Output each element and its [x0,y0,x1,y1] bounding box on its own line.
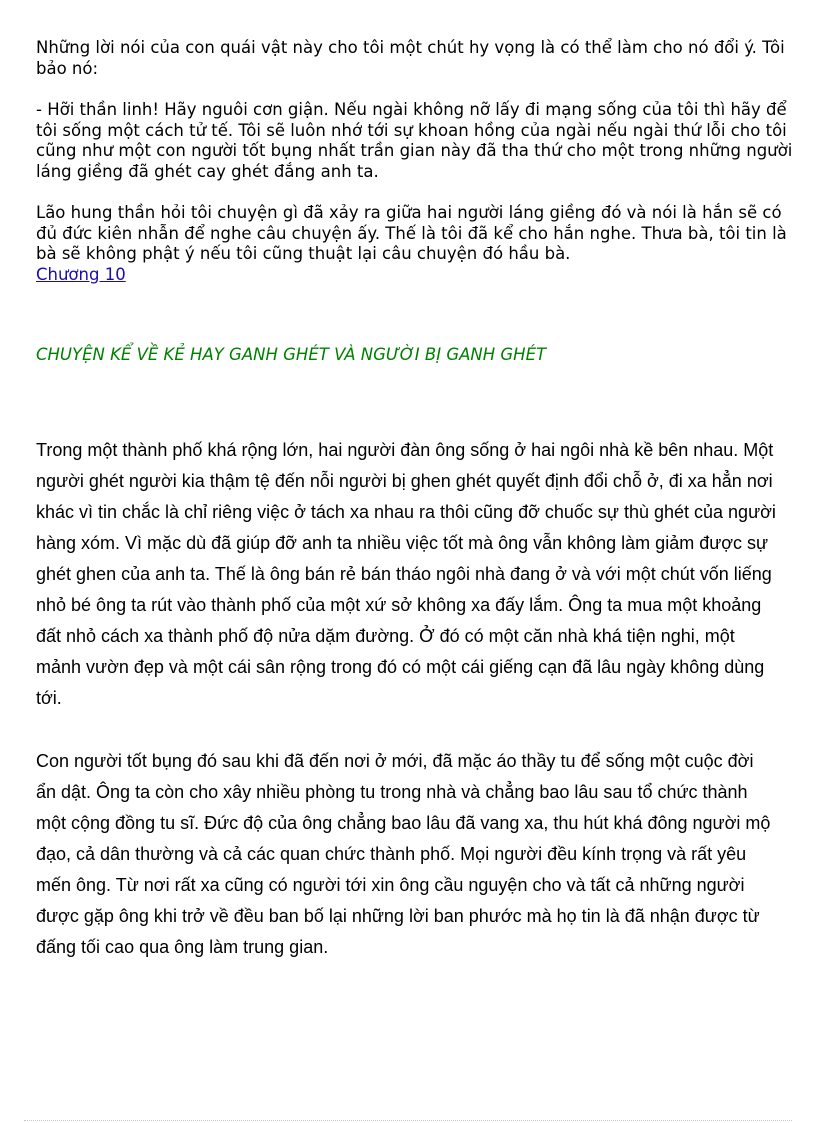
intro-section [36,38,796,285]
chapter-10-link[interactable]: Chương 10 [36,264,126,284]
story-paragraph: Trong một thành phố khá rộng lớn, hai người đàn ông sống ở hai ngôi nhà kề bên nhau. Một người ghét người kia thậm tệ đến nỗi người bị ghen ghét quyết định đổi chỗ ở, đi xa hẳn nơi khác vì tin chắc là chỉ riêng việc ở tách xa nhau ra thôi cũng đỡ chuốc sự thù ghét của người hàng xóm. Vì mặc dù đã giúp đỡ anh ta nhiều việc tốt mà ông vẫn không làm giảm được sự ghét ghen của anh ta. Thế là ông bán rẻ bán tháo ngôi nhà đang ở và với một chút vốn liếng nhỏ bé ông ta rút vào thành phố của một xứ sở không xa đấy lắm. Ông ta mua một khoảng đất nhỏ cách xa thành phố độ nửa dặm đường. Ở đó có một căn nhà khá tiện nghi, một mảnh vườn đẹp và một cái sân rộng trong đó có một cái giếng cạn đã lâu ngày không dùng tới. [36,440,776,708]
intro-paragraph: Những lời nói của con quái vật này cho tôi một chút hy vọng là có thể làm cho nó đổi ý. Tôi bảo nó: [36,38,785,78]
page-bottom-divider [24,1120,792,1121]
story-title: CHUYỆN KỂ VỀ KẺ HAY GANH GHÉT VÀ NGƯỜI BỊ GANH GHÉT [36,345,547,364]
story-paragraph: Con người tốt bụng đó sau khi đã đến nơi ở mới, đã mặc áo thầy tu để sống một cuộc đời ẩn dật. Ông ta còn cho xây nhiều phòng tu trong nhà và chẳng bao lâu sau tổ chức thành một cộng đồng tu sĩ. Đức độ của ông chẳng bao lâu đã vang xa, thu hút khá đông người mộ đạo, cả dân thường và cả các quan chức thành phố. Mọi người đều kính trọng và rất yêu mến ông. Từ nơi rất xa cũng có người tới xin ông cầu nguyện cho và tất cả những người được gặp ông khi trở về đều ban bố lại những lời ban phước mà họ tin là đã nhận được từ đấng tối cao qua ông làm trung gian. [36,751,771,957]
intro-paragraph: - Hỡi thần linh! Hãy nguôi cơn giận. Nếu ngài không nỡ lấy đi mạng sống của tôi thì hãy để tôi sống một cách tử tế. Tôi sẽ luôn nhớ tới sự khoan hồng của ngài nếu ngài thứ lỗi cho tôi cũng như một con người tốt bụng nhất trần gian này đã tha thứ cho một trong những người láng giềng đã ghét cay ghét đắng anh ta. [36,100,793,181]
document-page [36,38,796,995]
intro-paragraph: Lão hung thần hỏi tôi chuyện gì đã xảy ra giữa hai người láng giềng đó và nói là hắn sẽ có đủ đức kiên nhẫn để nghe câu chuyện ấy. Thế là tôi đã kể cho hắn nghe. Thưa bà, tôi tin là bà sẽ không phật ý nếu tôi cũng thuật lại câu chuyện đó hầu bà. [36,203,787,263]
story-body [36,435,796,963]
